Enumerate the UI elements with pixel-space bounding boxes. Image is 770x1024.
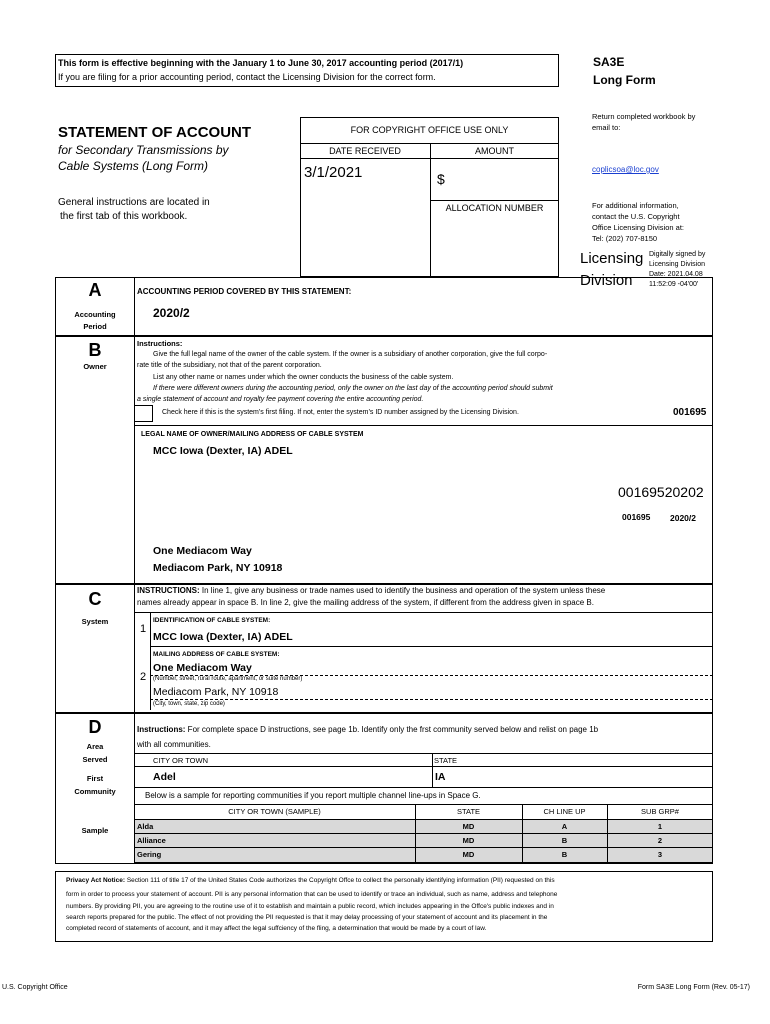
privacy-line-5: completed record of statements of account, and it may affect the legal suffciency of the fling, a determination that would be made by a court of law. (66, 925, 487, 932)
info-text-3: Office Licensing Division at: (592, 223, 684, 232)
identification-value[interactable]: MCC Iowa (Dexter, IA) ADEL (153, 631, 293, 643)
space-d-label-served: Served (82, 755, 108, 764)
sample-city: Gering (137, 850, 162, 859)
space-a-content-box (134, 277, 713, 336)
amount-value[interactable]: $ (437, 171, 445, 187)
signature-line-3: Date: 2021.04.08 (649, 271, 703, 278)
sample-note: Below is a sample for reporting communities if you report multiple channel line-ups in Space G. (145, 791, 481, 800)
first-filing-checkbox[interactable] (134, 405, 153, 422)
owner-address-2[interactable]: Mediacom Park, NY 10918 (153, 562, 283, 574)
info-text-1: For additional information, (592, 201, 679, 210)
footer-right: Form SA3E Long Form (Rev. 05-17) (637, 984, 750, 991)
mailing-street[interactable]: One Mediacom Way (153, 662, 252, 674)
space-c-letter: C (88, 589, 102, 609)
privacy-line-4: search reports prepared for the public. The effect of not providing the PII requested is that it may delay processing of your statement of account and its placement in the (66, 914, 548, 921)
area-instructions-2: with all communities. (137, 740, 211, 749)
page-title: STATEMENT OF ACCOUNT (58, 124, 252, 141)
sample-ch-line-up: A (561, 822, 568, 831)
owner-instructions-2: rate title of the subsidiary, not that of the parent corporation. (137, 362, 322, 369)
sample-state: MD (462, 836, 475, 845)
sample-header-ch-line-up: CH LINE UP (543, 807, 586, 816)
system-instructions-2: names already appear in space B. In line 2, give the mailing address of the system, if different from the address given in space B. (137, 598, 594, 607)
sample-header-state: STATE (456, 807, 481, 816)
return-email-link[interactable]: coplicsoa@loc.gov (592, 165, 659, 174)
privacy-line-3: numbers. By providing PII, you are agreeing to the routine use of it to establish and maintain a public record, which includes appearing in the Offce's public indexes and in (66, 903, 554, 910)
form-name: Long Form (593, 73, 656, 87)
system-code-id: 001695 (622, 512, 651, 522)
page-subtitle-2: Cable Systems (Long Form) (58, 159, 209, 173)
owner-instructions-5: a single statement of account and royalty fee payment covering the entire accounting period. (137, 396, 424, 403)
notice-line-2: If you are filing for a prior accounting period, contact the Licensing Division for the correct form. (58, 72, 436, 82)
owner-instructions-title: Instructions: (137, 339, 183, 348)
form-code: SA3E (593, 55, 625, 69)
footer-left: U.S. Copyright Office (2, 984, 68, 991)
space-b-label: Owner (83, 362, 107, 371)
sample-header-city: CITY OR TOWN (SAMPLE) (228, 807, 321, 816)
sample-sub-grp: 1 (657, 822, 663, 831)
sample-sub-grp: 2 (657, 836, 663, 845)
area-instructions-1 (137, 725, 598, 734)
return-text-1: Return completed workbook by (592, 112, 696, 121)
sample-sub-grp: 3 (657, 850, 663, 859)
signature-line-1: Digitally signed by (649, 251, 706, 258)
owner-name[interactable]: MCC Iowa (Dexter, IA) ADEL (153, 445, 293, 457)
privacy-line-2: form in order to process your statement of account. PII is any personal information that can be used to identify or trace an individual, such as name, address and telephone (66, 891, 558, 898)
owner-address-1[interactable]: One Mediacom Way (153, 545, 252, 557)
signature-name-1: Licensing (580, 250, 644, 267)
general-instructions-2: the first tab of this workbook. (60, 211, 188, 222)
privacy-line-1 (66, 877, 555, 884)
allocation-number-label: ALLOCATION NUMBER (445, 203, 544, 213)
info-text-4: Tel: (202) 707-8150 (592, 234, 658, 243)
signature-line-2: Licensing Division (649, 261, 706, 268)
page-subtitle-1: for Secondary Transmissions by (58, 143, 229, 157)
line-1-number: 1 (140, 623, 147, 635)
space-d-label-sample: Sample (81, 826, 109, 835)
state-label: STATE (434, 756, 458, 765)
notice-line-1: This form is effective beginning with the January 1 to June 30, 2017 accounting period (2017/1) (58, 58, 464, 68)
return-text-2: email to: (592, 123, 621, 132)
city-or-town-label: CITY OR TOWN (153, 756, 209, 765)
mailing-address-label: MAILING ADDRESS OF CABLE SYSTEM: (153, 651, 280, 658)
owner-instructions-4: If there were different owners during the accounting period, only the owner on the last day of the accounting period should submit (153, 385, 553, 392)
date-received-label: DATE RECEIVED (329, 146, 401, 156)
privacy-text-1: Section 111 of title 17 of the United States Code authorizes the Copyright Offce to collect the personally identifying information (PII) requested on this (125, 877, 555, 884)
date-received-value[interactable]: 3/1/2021 (304, 164, 363, 181)
identification-label: IDENTIFICATION OF CABLE SYSTEM: (153, 617, 271, 624)
area-instructions-text: For complete space D instructions, see page 1b. Identify only the frst community served below and relist on page 1b (185, 725, 599, 734)
space-d-label-area: Area (86, 742, 104, 751)
space-d-letter: D (88, 717, 102, 737)
privacy-notice-title: Privacy Act Notice: (66, 877, 126, 884)
sample-ch-line-up: B (561, 836, 568, 845)
sample-state: MD (462, 822, 475, 831)
system-instructions-text: In line 1, give any business or trade names used to identify the business and operation of the system unless these (199, 586, 606, 595)
space-c-label: System (81, 617, 109, 626)
owner-instructions-3: List any other name or names under which the owner conducts the business of the cable system. (153, 374, 454, 381)
system-id-number[interactable]: 001695 (673, 407, 707, 418)
legal-name-label: LEGAL NAME OF OWNER/MAILING ADDRESS OF CABLE SYSTEM (141, 431, 364, 438)
sample-city: Alda (137, 822, 154, 831)
signature-name-2: Division (580, 272, 633, 289)
space-a-label-1: Accounting (74, 310, 116, 319)
system-code-large: 00169520202 (618, 484, 704, 500)
system-code-period: 2020/2 (670, 513, 696, 523)
space-d-label-community: Community (74, 787, 116, 796)
sample-header-sub-grp: SUB GRP# (641, 807, 679, 816)
space-d-label-first: First (86, 774, 104, 783)
general-instructions-1: General instructions are located in (58, 197, 210, 208)
space-b-letter: B (88, 340, 102, 360)
sample-state: MD (462, 850, 475, 859)
street-hint: (Number, street, rural route, apartment, or suite number) (153, 676, 303, 682)
space-a-letter: A (88, 280, 102, 300)
system-instructions-1 (137, 586, 605, 595)
owner-instructions-1: Give the full legal name of the owner of the cable system. If the owner is a subsidiary of another corporation, give the full corpo- (153, 351, 548, 358)
first-community-city[interactable]: Adel (153, 771, 176, 783)
space-a-label-2: Period (83, 322, 107, 331)
signature-line-4: 11:52:09 -04'00' (649, 281, 699, 288)
accounting-period-header: ACCOUNTING PERIOD COVERED BY THIS STATEMENT: (137, 287, 352, 296)
sample-ch-line-up: B (561, 850, 568, 859)
first-community-state[interactable]: IA (435, 771, 446, 783)
office-use-header: FOR COPYRIGHT OFFICE USE ONLY (350, 125, 509, 135)
sample-city: Alliance (137, 836, 166, 845)
info-text-2: contact the U.S. Copyright (592, 212, 680, 221)
accounting-period-value[interactable]: 2020/2 (153, 306, 190, 320)
area-instructions-bold: Instructions: (137, 725, 186, 734)
system-instructions-bold: INSTRUCTIONS: (137, 586, 200, 595)
city-hint: (City, town, state, zip code) (153, 701, 225, 707)
line-2-number: 2 (140, 671, 147, 683)
mailing-city[interactable]: Mediacom Park, NY 10918 (153, 686, 279, 698)
first-filing-text: Check here if this is the system’s first filing. If not, enter the system’s ID number assigned by the Licensing Division. (162, 409, 519, 416)
space-b-letter-box (55, 336, 135, 584)
amount-label: AMOUNT (475, 146, 514, 156)
